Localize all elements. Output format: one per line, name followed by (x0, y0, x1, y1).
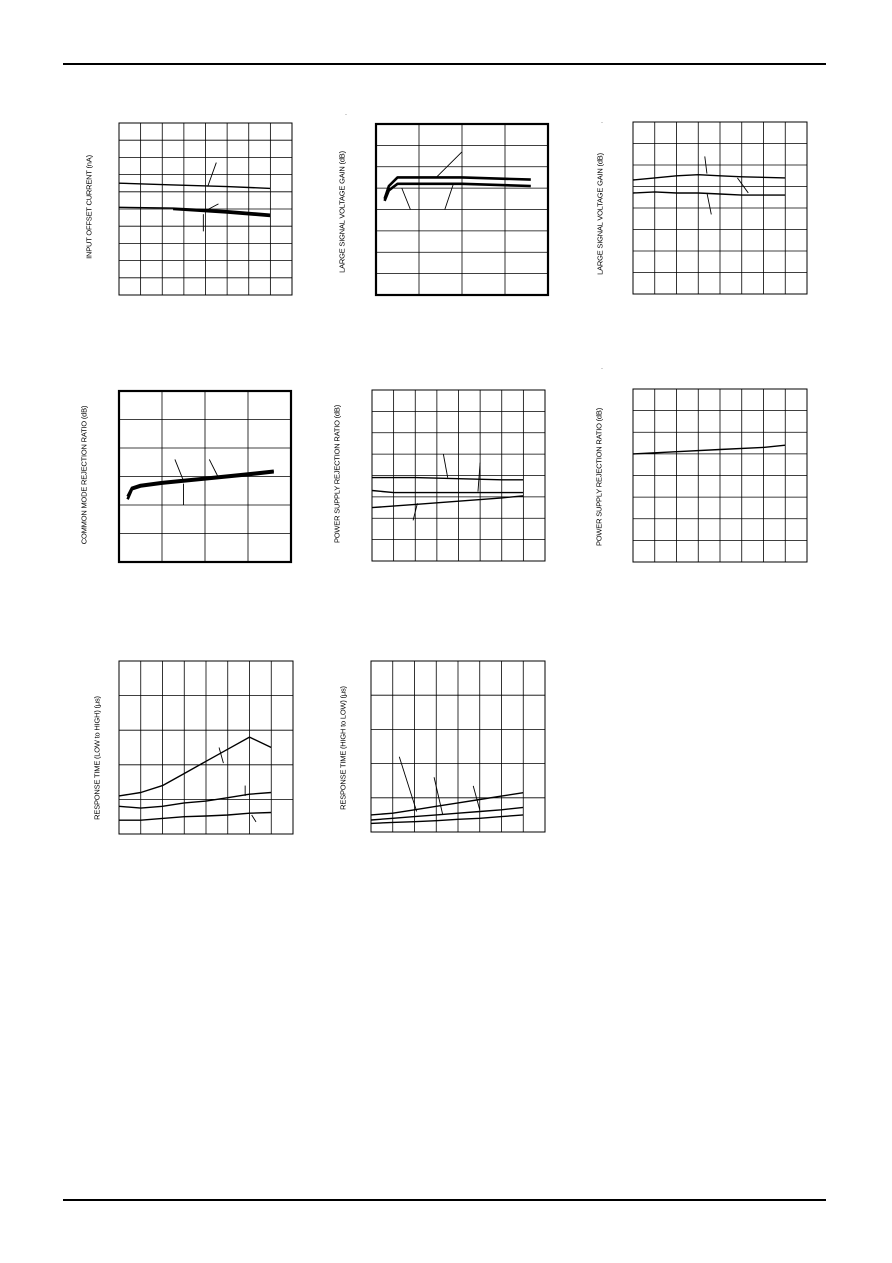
callout-leader-1 (399, 757, 416, 812)
callout-leader-1 (219, 748, 223, 764)
chart-5-power-supply-rejection (372, 390, 545, 561)
callout-leader-1 (443, 454, 447, 478)
chart-1-ylabel: INPUT OFFSET CURRENT (nA) (84, 155, 94, 259)
series-line-1 (633, 175, 785, 180)
callout-leader-1 (175, 459, 184, 480)
callout-leader-3 (445, 184, 454, 210)
chart-1-input-offset-current (119, 123, 292, 295)
chart-3-ylabel: LARGE SIGNAL VOLTAGE GAIN (dB) (595, 153, 605, 275)
series-line-2 (372, 491, 523, 493)
callout-leader-3 (252, 815, 256, 822)
series-line-1 (633, 445, 785, 454)
callout-leader-2 (434, 777, 443, 815)
chart-8-response-time-high-low (371, 661, 545, 832)
chart-4-common-mode-rejection (119, 391, 291, 562)
callout-leader-2 (737, 178, 748, 193)
series-line-2 (119, 793, 271, 809)
chart-7-response-time-low-high (119, 661, 293, 834)
callout-leader-2 (402, 188, 411, 209)
series-line-1 (119, 183, 270, 188)
series-line-1 (371, 793, 523, 815)
speck-mark: · (601, 366, 603, 372)
chart-6-ylabel: POWER SUPPLY REJECTION RATIO (dB) (594, 407, 604, 547)
chart-5-ylabel: POWER SUPPLY REJECTION RATIO (dB) (332, 404, 342, 544)
chart-4-ylabel: COMMON MODE REJECTION RATIO (dB) (79, 405, 89, 545)
series-line-3 (119, 813, 271, 821)
callout-leader-1 (436, 152, 462, 178)
chart-2-large-signal-gain (376, 124, 548, 295)
series-line-2 (385, 184, 531, 201)
chart-8-ylabel: RESPONSE TIME (HIGH to LOW) (μs) (338, 686, 348, 810)
chart-7-ylabel: RESPONSE TIME (LOW to HIGH) (μs) (92, 696, 102, 820)
series-line-2 (633, 192, 785, 195)
speck-mark: · (345, 112, 347, 118)
series-line-1 (119, 737, 271, 796)
callout-leader-3 (707, 193, 711, 215)
chart-3-large-signal-gain (633, 122, 807, 294)
callout-leader-2 (209, 459, 218, 476)
series-line-3 (372, 496, 523, 508)
series-line-1 (372, 478, 523, 480)
chart-2-ylabel: LARGE SIGNAL VOLTAGE GAIN (dB) (337, 151, 347, 273)
chart-6-power-supply-rejection (633, 389, 807, 562)
series-line-3 (371, 815, 523, 824)
bottom-rule (63, 1199, 826, 1201)
speck-mark: · (601, 120, 603, 126)
top-rule (63, 63, 826, 65)
